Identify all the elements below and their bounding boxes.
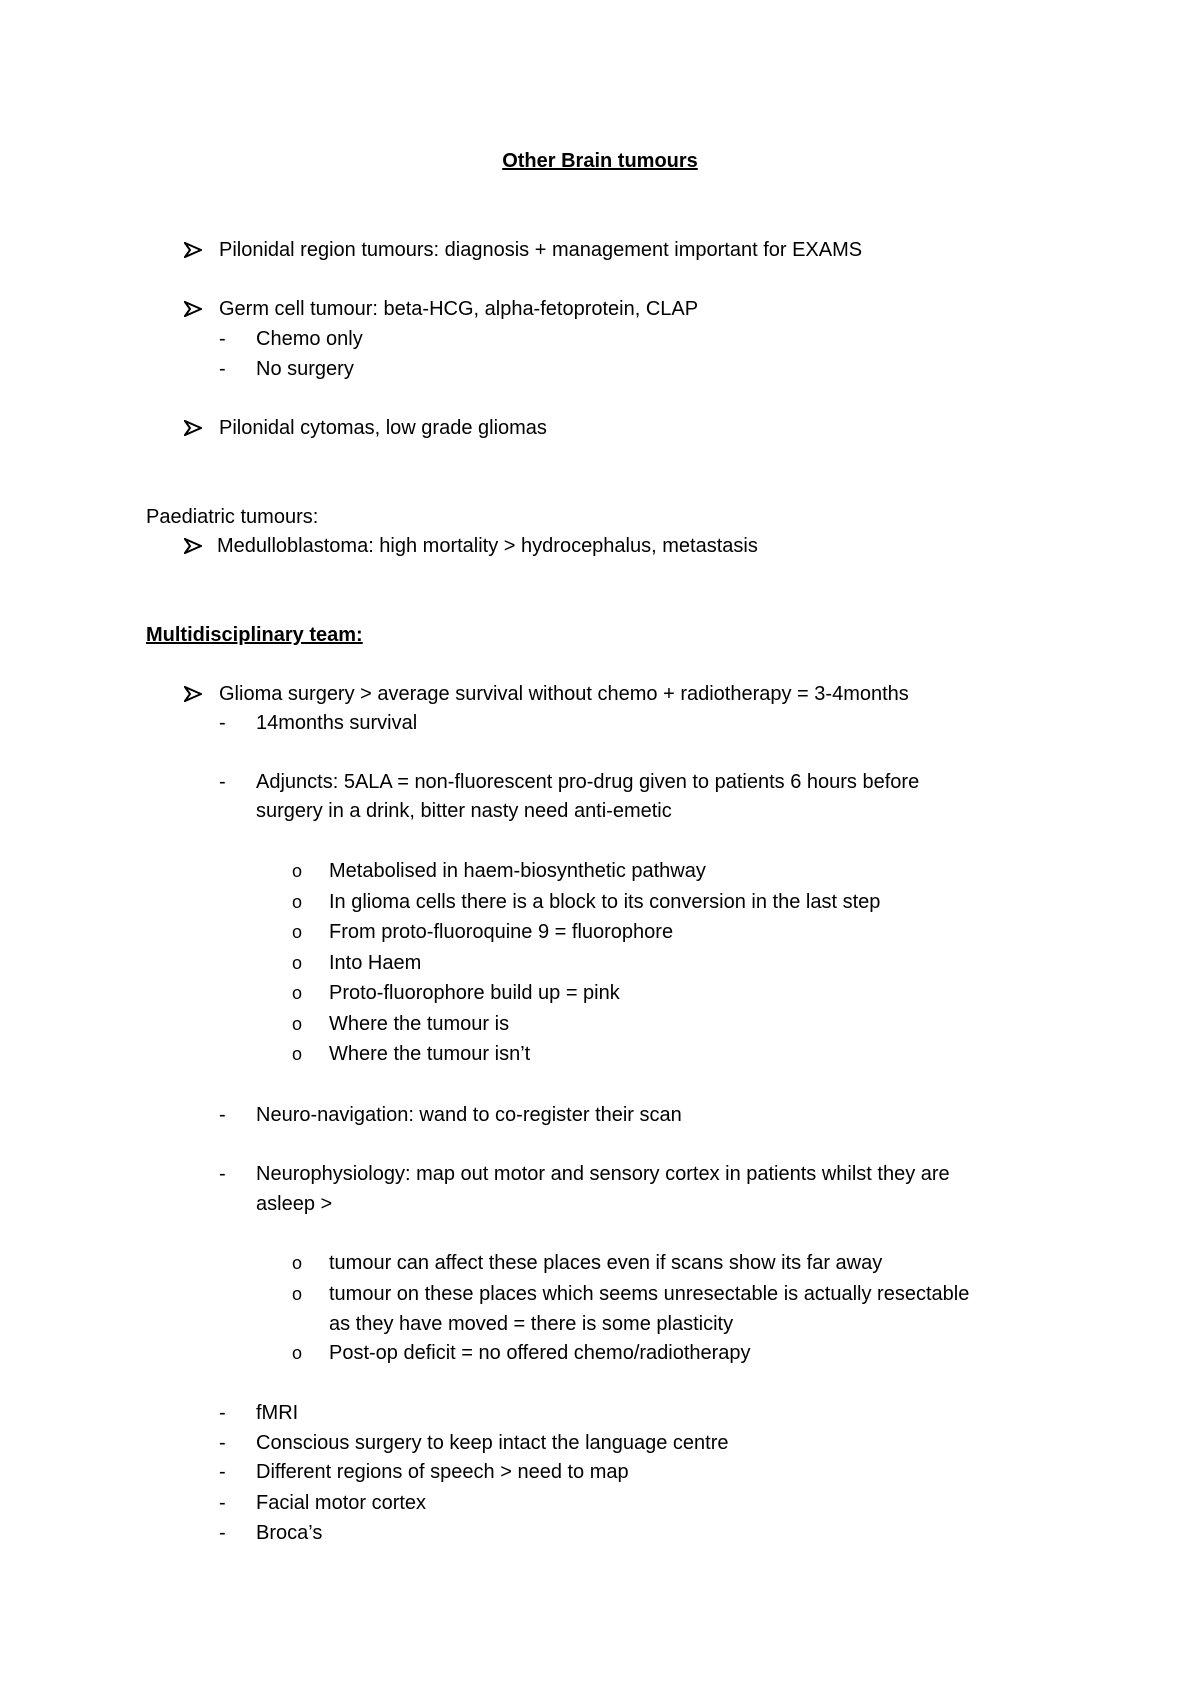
dash-marker: - xyxy=(219,1522,226,1544)
list-item: Broca’s xyxy=(256,1522,323,1544)
dash-marker: - xyxy=(219,1461,226,1483)
list-item: Where the tumour isn’t xyxy=(329,1043,531,1065)
dash-marker: - xyxy=(219,1402,226,1424)
bullet-pilonidal-region: Pilonidal region tumours: diagnosis + management important for EXAMS xyxy=(219,239,863,261)
dash-marker: - xyxy=(219,1104,226,1126)
list-item: From proto-fluoroquine 9 = fluorophore xyxy=(329,921,674,943)
circle-bullet-icon: o xyxy=(292,983,303,1003)
circle-bullet-icon: o xyxy=(292,1343,303,1363)
dash-marker: - xyxy=(219,771,226,793)
bullet-pilonidal-cytomas: Pilonidal cytomas, low grade gliomas xyxy=(219,417,547,439)
page-title: Other Brain tumours xyxy=(502,150,698,172)
list-item: Proto-fluorophore build up = pink xyxy=(329,982,620,1004)
neurophysiology-line-2: asleep > xyxy=(256,1193,333,1215)
list-item: Metabolised in haem-biosynthetic pathway xyxy=(329,860,706,882)
list-item-continuation: as they have moved = there is some plasticity xyxy=(329,1313,734,1335)
circle-bullet-icon: o xyxy=(292,1284,303,1304)
arrow-bullet-icon xyxy=(184,301,202,317)
list-item: Conscious surgery to keep intact the language centre xyxy=(256,1432,729,1454)
circle-bullet-icon: o xyxy=(292,1044,303,1064)
list-item: Into Haem xyxy=(329,952,422,974)
list-item: tumour on these places which seems unresectable is actually resectable xyxy=(329,1283,970,1305)
circle-bullet-icon: o xyxy=(292,922,303,942)
list-item: 14months survival xyxy=(256,712,418,734)
dash-marker: - xyxy=(219,358,226,380)
arrow-bullet-icon xyxy=(184,538,202,554)
list-item: In glioma cells there is a block to its conversion in the last step xyxy=(329,891,881,913)
dash-marker: - xyxy=(219,712,226,734)
list-item: Facial motor cortex xyxy=(256,1492,427,1514)
neuro-navigation-item: Neuro-navigation: wand to co-register their scan xyxy=(256,1104,682,1126)
circle-bullet-icon: o xyxy=(292,953,303,973)
section-heading-mdt: Multidisciplinary team: xyxy=(146,624,363,646)
dash-marker: - xyxy=(219,1492,226,1514)
neurophysiology-line-1: Neurophysiology: map out motor and sensory cortex in patients whilst they are xyxy=(256,1163,950,1185)
circle-bullet-icon: o xyxy=(292,1014,303,1034)
adjuncts-line-1: Adjuncts: 5ALA = non-fluorescent pro-drug given to patients 6 hours before xyxy=(256,771,920,793)
bullet-germ-cell: Germ cell tumour: beta-HCG, alpha-fetoprotein, CLAP xyxy=(219,298,699,320)
list-item: Chemo only xyxy=(256,328,363,350)
dash-marker: - xyxy=(219,328,226,350)
arrow-bullet-icon xyxy=(184,242,202,258)
dash-marker: - xyxy=(219,1163,226,1185)
list-item: Post-op deficit = no offered chemo/radiotherapy xyxy=(329,1342,751,1364)
bullet-glioma-surgery: Glioma surgery > average survival without chemo + radiotherapy = 3-4months xyxy=(219,683,909,705)
list-item: No surgery xyxy=(256,358,354,380)
list-item: Different regions of speech > need to map xyxy=(256,1461,629,1483)
circle-bullet-icon: o xyxy=(292,892,303,912)
dash-marker: - xyxy=(219,1432,226,1454)
arrow-bullet-icon xyxy=(184,420,202,436)
list-item: fMRI xyxy=(256,1402,299,1424)
bullet-medulloblastoma: Medulloblastoma: high mortality > hydrocephalus, metastasis xyxy=(217,535,758,557)
circle-bullet-icon: o xyxy=(292,1253,303,1273)
section-heading-paediatric: Paediatric tumours: xyxy=(146,506,319,528)
circle-bullet-icon: o xyxy=(292,861,303,881)
adjuncts-line-2: surgery in a drink, bitter nasty need anti-emetic xyxy=(256,800,672,822)
arrow-bullet-icon xyxy=(184,686,202,702)
list-item: tumour can affect these places even if scans show its far away xyxy=(329,1252,883,1274)
list-item: Where the tumour is xyxy=(329,1013,510,1035)
